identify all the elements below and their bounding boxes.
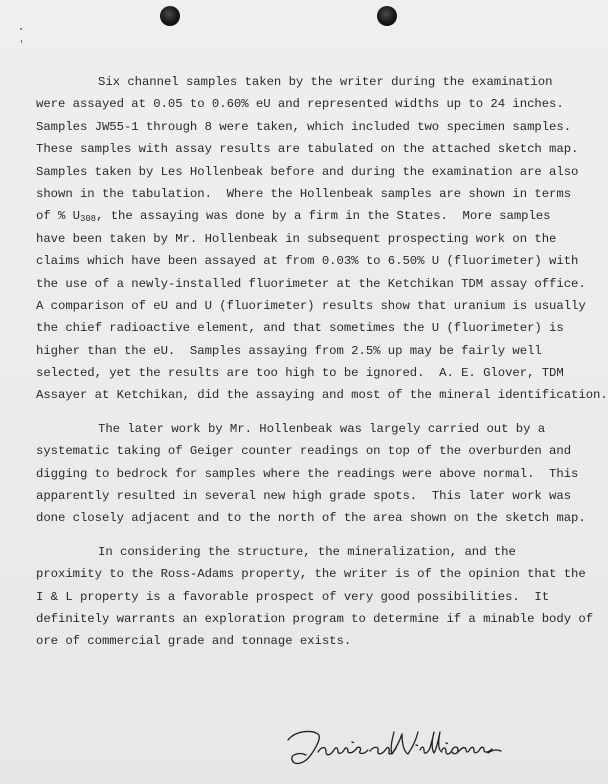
text-line: Six channel samples taken by the writer during the examination bbox=[98, 75, 553, 89]
text-line: Samples JW55-1 through 8 were taken, which included two specimen samples. bbox=[36, 119, 572, 134]
handwritten-signature bbox=[282, 722, 506, 770]
document-body bbox=[36, 71, 608, 653]
paragraph-3 bbox=[36, 541, 594, 653]
text-line: apparently resulted in several new high grade spots. This later work was bbox=[36, 489, 572, 504]
text-line: the use of a newly-installed fluorimeter at the Ketchikan TDM assay office. bbox=[36, 276, 586, 291]
text-line: In considering the structure, the mineralization, and the bbox=[98, 544, 516, 559]
text-line: A comparison of eU and U (fluorimeter) results show that uranium is usually bbox=[36, 298, 586, 313]
text-line: proximity to the Ross-Adams property, the writer is of the opinion that the bbox=[36, 567, 586, 582]
text-line: done closely adjacent and to the north of the area shown on the sketch map. bbox=[36, 511, 586, 526]
text-line: have been taken by Mr. Hollenbeak in subsequent prospecting work on the bbox=[36, 231, 557, 246]
text-line: the chief radioactive element, and that sometimes the U (fluorimeter) is bbox=[36, 321, 564, 336]
text-line: were assayed at 0.05 to 0.60% eU and represented widths up to 24 inches. bbox=[36, 97, 564, 112]
text-line: I & L property is a favorable prospect of very good possibilities. It bbox=[36, 589, 550, 604]
signature-text: James A. Williams bbox=[282, 769, 293, 770]
punch-hole-right bbox=[377, 6, 397, 26]
paragraph-gap bbox=[36, 407, 576, 418]
text-line: Samples taken by Les Hollenbeak before and during the examination are also bbox=[36, 164, 579, 179]
scan-speck bbox=[21, 40, 22, 43]
text-line: higher than the eU. Samples assaying from 2.5% up may be fairly well bbox=[36, 343, 542, 358]
text-line: shown in the tabulation. Where the Hollenbeak samples are shown in terms bbox=[36, 186, 572, 201]
punch-hole-left bbox=[160, 6, 180, 26]
text-line: selected, yet the results are too high to be ignored. A. E. Glover, TDM bbox=[36, 366, 564, 381]
text-line: of % $U_{308}$, the assaying was done by a firm in the States. More samples bbox=[36, 209, 551, 225]
paragraph-gap bbox=[36, 530, 576, 541]
text-line: The later work by Mr. Hollenbeak was largely carried out by a bbox=[98, 421, 546, 436]
text-line: definitely warrants an exploration program to determine if a minable body of bbox=[36, 611, 594, 626]
text-line: ore of commercial grade and tonnage exists. bbox=[36, 634, 352, 649]
text-line: Assayer at Ketchikan, did the assaying and most of the mineral identification. bbox=[36, 388, 608, 403]
paragraph-2 bbox=[36, 418, 586, 530]
paragraph-1 bbox=[36, 71, 608, 407]
text-line: systematic taking of Geiger counter readings on top of the overburden and bbox=[36, 444, 572, 459]
text-line: claims which have been assayed at from 0.03% to 6.50% U (fluorimeter) with bbox=[36, 254, 579, 269]
text-line: These samples with assay results are tabulated on the attached sketch map. bbox=[36, 142, 579, 157]
text-line: digging to bedrock for samples where the readings were above normal. This bbox=[36, 466, 579, 481]
scan-speck bbox=[20, 28, 22, 30]
